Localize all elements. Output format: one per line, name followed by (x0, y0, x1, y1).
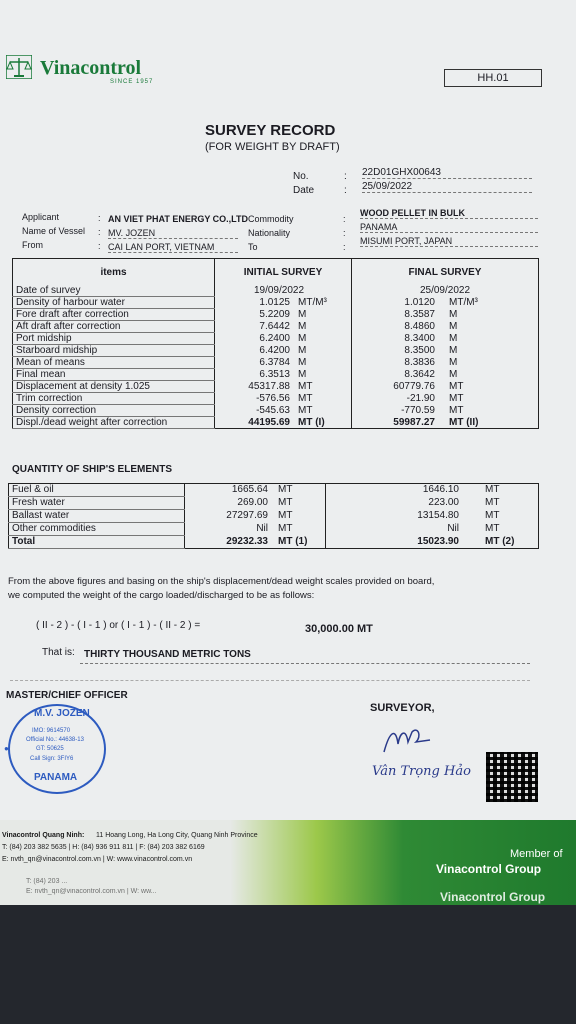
initial-value: 44195.69 (248, 416, 290, 428)
final-value: -21.90 (406, 393, 435, 404)
row-item: Trim correction (13, 393, 215, 405)
final-value: -770.59 (401, 405, 435, 416)
quantity-item: Total (9, 536, 185, 549)
footer-phones: T: (84) 203 382 5635 | H: (84) 936 911 811 | F: (84) 203 382 6169 (2, 844, 205, 851)
row-initial (215, 333, 352, 345)
table-row (13, 417, 539, 429)
no-colon: : (344, 171, 347, 182)
result-in-words: THIRTY THOUSAND METRIC TONS (84, 649, 251, 660)
initial-value: 27297.69 (226, 510, 268, 521)
blank-line (10, 680, 530, 681)
surveyor-signature-icon (378, 722, 458, 762)
initial-value: 6.3513 (259, 369, 290, 380)
table-row (13, 357, 539, 369)
surveyor-label: SURVEYOR, (370, 702, 435, 714)
table-row (13, 381, 539, 393)
quantity-final (326, 484, 539, 497)
record-date: 25/09/2022 (362, 181, 532, 193)
final-unit: M (449, 345, 458, 356)
initial-value: 1.0125 (259, 297, 290, 308)
initial-unit: MT (278, 484, 293, 496)
nationality-label: Nationality (248, 228, 291, 238)
initial-unit: MT/M³ (298, 297, 327, 308)
row-initial (215, 285, 352, 297)
quantity-item: Ballast water (9, 510, 185, 523)
conclusion-line-2: we computed the weight of the cargo loaded/discharged to be as follows: (8, 590, 315, 601)
final-value: 1646.10 (422, 484, 459, 496)
from-colon: : (98, 241, 101, 251)
initial-value: -545.63 (256, 405, 290, 416)
initial-unit: MT (298, 381, 313, 392)
row-final (352, 333, 539, 345)
quantity-initial (185, 536, 326, 549)
final-value: 15023.90 (417, 535, 459, 547)
row-item: Density of harbour water (13, 297, 215, 309)
footer-group: Vinacontrol Group (436, 862, 542, 876)
nationality-colon: : (343, 228, 346, 238)
initial-unit: MT (278, 510, 293, 521)
applicant-label: Applicant (22, 212, 60, 222)
initial-unit: MT (I) (298, 416, 325, 428)
final-unit: M (449, 321, 458, 332)
final-value: 8.3587 (404, 309, 435, 320)
from-value: CAI LAN PORT, VIETNAM (108, 242, 238, 253)
initial-unit: M (298, 345, 307, 356)
row-final (352, 345, 539, 357)
quantity-item: Fresh water (9, 497, 185, 510)
qr-code-icon (486, 752, 538, 802)
quantity-initial (185, 497, 326, 510)
final-value: 8.3642 (404, 369, 435, 380)
row-initial (215, 393, 352, 405)
row-final (352, 297, 539, 309)
row-initial (215, 297, 352, 309)
stamp-line-2: Official No.: 44638-13 (26, 737, 84, 743)
final-value: 8.3400 (404, 333, 435, 344)
brand-name: Vinacontrol (40, 57, 142, 79)
form-code: HH.01 (444, 69, 542, 87)
page-subtitle: (FOR WEIGHT BY DRAFT) (205, 141, 340, 153)
initial-unit: M (298, 333, 307, 344)
final-value: 13154.80 (417, 510, 459, 521)
final-unit: MT (485, 497, 500, 508)
footer-address: 11 Hoang Long, Ha Long City, Quang Ninh Province (96, 832, 258, 839)
initial-unit: M (298, 357, 307, 368)
row-item: Density correction (13, 405, 215, 417)
row-item: Port midship (13, 333, 215, 345)
initial-value: 6.3784 (259, 357, 290, 368)
quantity-final (326, 536, 539, 549)
table-row (13, 285, 539, 297)
final-unit: M (449, 333, 458, 344)
row-final (352, 321, 539, 333)
row-initial (215, 345, 352, 357)
applicant-value: AN VIET PHAT ENERGY CO.,LTD (108, 214, 249, 224)
stamp-line-3: GT: 50625 (36, 746, 64, 752)
row-item: Displ./dead weight after correction (13, 417, 215, 429)
final-value: 8.3836 (404, 357, 435, 368)
row-initial (215, 357, 352, 369)
final-unit: MT (449, 405, 464, 416)
from-label: From (22, 240, 43, 250)
footer-band (0, 820, 576, 910)
row-initial (215, 405, 352, 417)
commodity-value: WOOD PELLET IN BULK (360, 208, 538, 219)
quantity-row (9, 523, 539, 536)
quantity-row (9, 536, 539, 549)
stamp-line-1: IMO: 9614570 (32, 728, 71, 734)
initial-unit: MT (1) (278, 535, 308, 547)
final-value: 8.3500 (404, 345, 435, 356)
final-value: Nil (447, 523, 459, 534)
nationality-value: PANAMA (360, 222, 538, 233)
no-label: No. (293, 171, 309, 182)
stamp-bottom: PANAMA (34, 772, 78, 783)
initial-unit: M (298, 369, 307, 380)
footer-emails: E: nvth_qn@vinacontrol.com.vn | W: www.vinacontrol.com.vn (2, 856, 193, 863)
quantity-item: Fuel & oil (9, 484, 185, 497)
footer-member-of: Member of (510, 848, 563, 860)
row-initial (215, 369, 352, 381)
to-value: MISUMI PORT, JAPAN (360, 236, 538, 247)
table-header-row (13, 259, 539, 286)
stamp-line-4: Call Sign: 3FIY6 (30, 756, 74, 762)
quantity-initial (185, 484, 326, 497)
row-item: Date of survey (13, 285, 215, 297)
survey-table (12, 258, 539, 429)
quantity-item: Other commodities (9, 523, 185, 536)
initial-value: 45317.88 (248, 381, 290, 392)
table-row (13, 393, 539, 405)
brand-since: SINCE 1957 (110, 79, 154, 85)
surveyor-name: Vân Trọng Hảo (372, 764, 471, 779)
initial-value: 6.4200 (259, 345, 290, 356)
final-unit: MT (2) (485, 535, 515, 547)
final-unit: MT (II) (449, 416, 479, 428)
row-item: Fore draft after correction (13, 309, 215, 321)
formula: ( II - 2 ) - ( I - 1 ) or ( I - 1 ) - ( II - 2 ) = (36, 620, 201, 631)
final-unit: MT (449, 393, 464, 404)
row-final (352, 369, 539, 381)
row-initial (215, 321, 352, 333)
final-unit: M (449, 369, 458, 380)
table-row (13, 333, 539, 345)
date-colon: : (344, 185, 347, 196)
vessel-stamp (4, 704, 106, 794)
vessel-value: MV. JOZEN (108, 228, 238, 239)
date-label: Date (293, 185, 315, 196)
initial-value: 6.2400 (259, 333, 290, 344)
table-row (13, 369, 539, 381)
initial-value: 19/09/2022 (253, 285, 305, 297)
quantity-row (9, 484, 539, 497)
row-item: Starboard midship (13, 345, 215, 357)
row-final (352, 357, 539, 369)
page-title: SURVEY RECORD (205, 122, 336, 139)
words-underline (80, 663, 530, 664)
initial-unit: M (298, 309, 307, 320)
final-unit: MT (449, 381, 464, 392)
row-initial (215, 309, 352, 321)
master-label: MASTER/CHIEF OFFICER (6, 690, 128, 701)
row-final (352, 393, 539, 405)
background-shadow (0, 905, 576, 1024)
quantity-table (8, 483, 539, 549)
quantity-row (9, 510, 539, 523)
final-unit: M (449, 357, 458, 368)
to-label: To (248, 242, 258, 252)
quantity-final (326, 523, 539, 536)
words-label: That is: (42, 647, 75, 658)
initial-value: 7.6442 (259, 321, 290, 332)
table-row (13, 297, 539, 309)
footer-office: Vinacontrol Quang Ninh: (2, 832, 85, 839)
vessel-label: Name of Vessel (22, 226, 86, 236)
row-final (352, 309, 539, 321)
final-unit: MT (485, 484, 500, 496)
quantity-initial (185, 510, 326, 523)
commodity-colon: : (343, 214, 346, 224)
result-weight: 30,000.00 MT (305, 623, 373, 635)
scale-logo-icon (6, 55, 32, 79)
row-item: Aft draft after correction (13, 321, 215, 333)
initial-unit: MT (278, 523, 293, 534)
header-final: FINAL SURVEY (408, 266, 482, 278)
initial-value: 269.00 (237, 497, 268, 508)
quantity-initial (185, 523, 326, 536)
final-value: 59987.27 (393, 416, 435, 428)
final-value: 8.4860 (404, 321, 435, 332)
final-unit: MT/M³ (449, 297, 478, 308)
table-row (13, 309, 539, 321)
initial-unit: M (298, 321, 307, 332)
final-value: 223.00 (428, 497, 459, 508)
initial-value: 1665.64 (231, 484, 268, 496)
row-final (352, 381, 539, 393)
footer-ghost-phone: T: (84) 203 ... (26, 878, 68, 885)
initial-value: 5.2209 (259, 309, 290, 320)
initial-unit: MT (278, 497, 293, 508)
final-unit: MT (485, 523, 500, 534)
final-value: 1.0120 (404, 297, 435, 308)
final-value: 25/09/2022 (419, 285, 471, 297)
quantity-row (9, 497, 539, 510)
initial-value: -576.56 (256, 393, 290, 404)
table-row (13, 405, 539, 417)
footer-ghost-group: Vinacontrol Group (440, 890, 546, 904)
final-value: 60779.76 (393, 381, 435, 392)
row-item: Displacement at density 1.025 (13, 381, 215, 393)
quantity-final (326, 497, 539, 510)
row-item: Mean of means (13, 357, 215, 369)
to-colon: : (343, 242, 346, 252)
initial-unit: MT (298, 405, 313, 416)
row-final (352, 285, 539, 297)
header-items: items (13, 259, 215, 286)
quantity-final (326, 510, 539, 523)
table-row (13, 345, 539, 357)
vessel-colon: : (98, 227, 101, 237)
row-item: Final mean (13, 369, 215, 381)
initial-value: 29232.33 (226, 535, 268, 547)
conclusion-line-1: From the above figures and basing on the ship's displacement/dead weight scales provided on board, (8, 576, 435, 587)
stamp-top: M.V. JOZEN (34, 708, 90, 719)
footer-ghost-email: E: nvth_qn@vinacontrol.com.vn | W: ww... (26, 888, 157, 895)
row-initial (215, 381, 352, 393)
applicant-colon: : (98, 213, 101, 223)
table-row (13, 321, 539, 333)
quantity-heading: QUANTITY OF SHIP'S ELEMENTS (12, 464, 172, 475)
star-icon: ● (4, 744, 9, 753)
final-unit: M (449, 309, 458, 320)
row-final (352, 405, 539, 417)
initial-value: Nil (256, 523, 268, 534)
record-number: 22D01GHX00643 (362, 167, 532, 179)
final-unit: MT (485, 510, 500, 521)
row-initial (215, 417, 352, 429)
row-final (352, 417, 539, 429)
initial-unit: MT (298, 393, 313, 404)
header-initial: INITIAL SURVEY (215, 259, 352, 286)
commodity-label: Commodity (248, 214, 294, 224)
